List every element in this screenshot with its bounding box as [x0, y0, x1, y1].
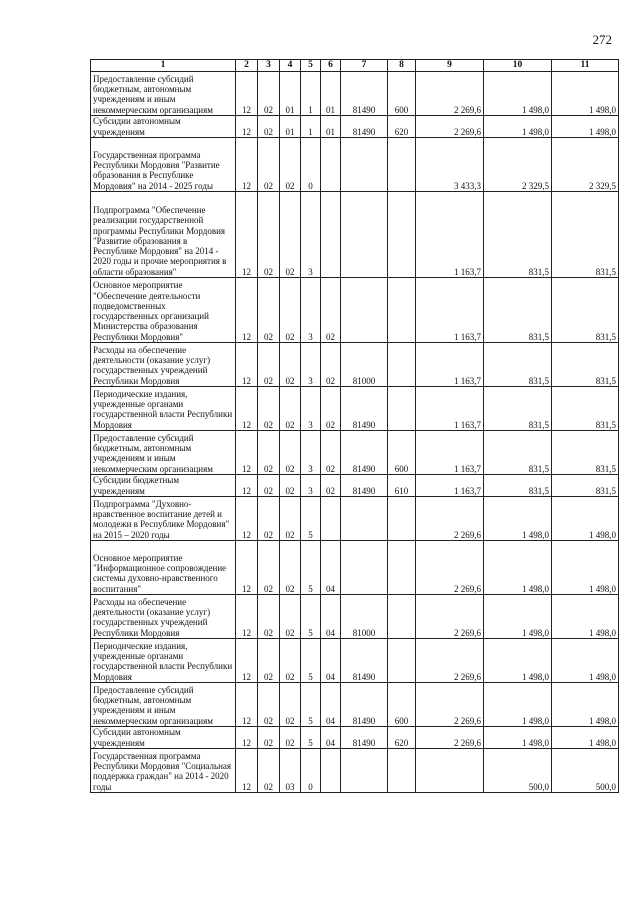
- code-col-3: 02: [258, 749, 280, 793]
- table-row: [91, 138, 619, 192]
- amount-col-9: 2 269,6: [416, 116, 484, 138]
- code-col-3: 02: [258, 595, 280, 639]
- column-header: 9: [416, 60, 484, 72]
- code-col-5: 0: [301, 749, 321, 793]
- table-row: [91, 343, 619, 387]
- code-col-3: 02: [258, 683, 280, 727]
- code-col-6: [321, 497, 341, 541]
- code-col-6: 02: [321, 431, 341, 475]
- code-col-2: 12: [236, 497, 258, 541]
- code-col-8: [388, 343, 416, 387]
- table-row: [91, 683, 619, 727]
- code-col-3: 02: [258, 116, 280, 138]
- code-col-6: 02: [321, 278, 341, 343]
- code-col-6: 04: [321, 541, 341, 595]
- code-col-2: 12: [236, 541, 258, 595]
- code-col-3: 02: [258, 387, 280, 431]
- code-col-6: 02: [321, 387, 341, 431]
- code-col-7: 81490: [341, 387, 388, 431]
- table-row: [91, 541, 619, 595]
- code-col-4: 02: [280, 475, 301, 497]
- table-row: [91, 116, 619, 138]
- amount-col-9: 3 433,3: [416, 138, 484, 192]
- code-col-8: [388, 749, 416, 793]
- code-col-8: [388, 387, 416, 431]
- column-header: 7: [341, 60, 388, 72]
- amount-col-10: 831,5: [484, 431, 552, 475]
- code-col-8: [388, 595, 416, 639]
- code-col-7: [341, 278, 388, 343]
- code-col-4: 02: [280, 727, 301, 749]
- amount-col-9: [416, 749, 484, 793]
- code-col-8: 620: [388, 727, 416, 749]
- code-col-4: 02: [280, 683, 301, 727]
- code-col-3: 02: [258, 541, 280, 595]
- amount-col-9: 2 269,6: [416, 497, 484, 541]
- code-col-5: 3: [301, 387, 321, 431]
- code-col-3: 02: [258, 343, 280, 387]
- amount-col-10: 2 329,5: [484, 138, 552, 192]
- amount-col-11: 1 498,0: [552, 497, 619, 541]
- code-col-7: [341, 138, 388, 192]
- code-col-2: 12: [236, 116, 258, 138]
- code-col-4: 02: [280, 192, 301, 278]
- code-col-3: 02: [258, 431, 280, 475]
- code-col-5: 0: [301, 138, 321, 192]
- code-col-7: 81490: [341, 431, 388, 475]
- code-col-2: 12: [236, 749, 258, 793]
- code-col-8: [388, 278, 416, 343]
- amount-col-9: 2 269,6: [416, 639, 484, 683]
- amount-col-11: 1 498,0: [552, 72, 619, 116]
- code-col-5: 1: [301, 116, 321, 138]
- column-header: 6: [321, 60, 341, 72]
- amount-col-10: 1 498,0: [484, 72, 552, 116]
- code-col-5: 3: [301, 475, 321, 497]
- code-col-6: 01: [321, 72, 341, 116]
- row-name: Предоставление субсидий бюджетным, автономным учреждениям и иным некоммерческим организациям: [91, 683, 236, 727]
- code-col-5: 1: [301, 72, 321, 116]
- amount-col-11: 1 498,0: [552, 541, 619, 595]
- column-header: 2: [236, 60, 258, 72]
- code-col-3: 02: [258, 278, 280, 343]
- column-header: 8: [388, 60, 416, 72]
- row-name: Государственная программа Республики Мордовия "Развитие образования в Республике Мордовия" на 2014 - 2025 годы: [91, 138, 236, 192]
- code-col-5: 3: [301, 431, 321, 475]
- code-col-2: 12: [236, 343, 258, 387]
- page-number: 272: [592, 32, 612, 47]
- code-col-4: 02: [280, 431, 301, 475]
- code-col-2: 12: [236, 639, 258, 683]
- code-col-8: 600: [388, 431, 416, 475]
- column-header: 5: [301, 60, 321, 72]
- code-col-7: 81490: [341, 683, 388, 727]
- code-col-8: [388, 639, 416, 683]
- code-col-7: [341, 192, 388, 278]
- code-col-8: 620: [388, 116, 416, 138]
- amount-col-11: 831,5: [552, 475, 619, 497]
- row-name: Субсидии бюджетным учреждениям: [91, 475, 236, 497]
- code-col-8: 600: [388, 683, 416, 727]
- code-col-2: 12: [236, 387, 258, 431]
- header-row: [91, 60, 619, 72]
- code-col-6: 04: [321, 639, 341, 683]
- code-col-6: [321, 138, 341, 192]
- amount-col-10: 1 498,0: [484, 727, 552, 749]
- amount-col-11: 500,0: [552, 749, 619, 793]
- code-col-5: 3: [301, 343, 321, 387]
- amount-col-9: 1 163,7: [416, 387, 484, 431]
- amount-col-11: 1 498,0: [552, 683, 619, 727]
- code-col-2: 12: [236, 192, 258, 278]
- code-col-5: 5: [301, 683, 321, 727]
- code-col-6: 02: [321, 343, 341, 387]
- amount-col-10: 831,5: [484, 192, 552, 278]
- budget-table: [90, 59, 619, 793]
- amount-col-9: 2 269,6: [416, 683, 484, 727]
- table-row: [91, 727, 619, 749]
- code-col-4: 02: [280, 387, 301, 431]
- code-col-7: [341, 749, 388, 793]
- amount-col-11: 831,5: [552, 278, 619, 343]
- amount-col-9: 2 269,6: [416, 541, 484, 595]
- code-col-4: 03: [280, 749, 301, 793]
- code-col-2: 12: [236, 138, 258, 192]
- row-name: Подпрограмма "Духовно-нравственное воспитание детей и молодежи в Республике Мордовия" на 2015 – 2020 годы: [91, 497, 236, 541]
- code-col-5: 3: [301, 278, 321, 343]
- code-col-6: 02: [321, 475, 341, 497]
- amount-col-9: 1 163,7: [416, 431, 484, 475]
- amount-col-9: 1 163,7: [416, 475, 484, 497]
- amount-col-9: 1 163,7: [416, 343, 484, 387]
- code-col-2: 12: [236, 683, 258, 727]
- code-col-6: [321, 192, 341, 278]
- row-name: Подпрограмма "Обеспечение реализации государственной программы Республики Мордовия "Развитие образования в Республике Мордовия" на 2014 - 2020 годы и прочие мероприятия в области образования": [91, 192, 236, 278]
- amount-col-10: 1 498,0: [484, 683, 552, 727]
- amount-col-10: 831,5: [484, 475, 552, 497]
- code-col-8: [388, 541, 416, 595]
- code-col-7: [341, 541, 388, 595]
- code-col-4: 02: [280, 541, 301, 595]
- amount-col-10: 500,0: [484, 749, 552, 793]
- amount-col-10: 831,5: [484, 278, 552, 343]
- amount-col-9: 2 269,6: [416, 595, 484, 639]
- row-name: Субсидии автономным учреждениям: [91, 727, 236, 749]
- amount-col-10: 1 498,0: [484, 116, 552, 138]
- code-col-8: 610: [388, 475, 416, 497]
- amount-col-10: 831,5: [484, 387, 552, 431]
- code-col-6: 04: [321, 683, 341, 727]
- table-row: [91, 72, 619, 116]
- code-col-5: 5: [301, 639, 321, 683]
- amount-col-9: 2 269,6: [416, 727, 484, 749]
- row-name: Периодические издания, учрежденные органами государственной власти Республики Мордовия: [91, 387, 236, 431]
- table-row: [91, 595, 619, 639]
- table-row: [91, 749, 619, 793]
- code-col-3: 02: [258, 639, 280, 683]
- column-header: 3: [258, 60, 280, 72]
- table-row: [91, 431, 619, 475]
- table-row: [91, 475, 619, 497]
- row-name: Основное мероприятие "Обеспечение деятельности подведомственных государственных организаций Министерства образования Республики Мордовия": [91, 278, 236, 343]
- code-col-2: 12: [236, 278, 258, 343]
- column-header: 4: [280, 60, 301, 72]
- amount-col-11: 831,5: [552, 343, 619, 387]
- table-row: [91, 387, 619, 431]
- table-row: [91, 192, 619, 278]
- code-col-4: 02: [280, 343, 301, 387]
- code-col-3: 02: [258, 72, 280, 116]
- row-name: Государственная программа Республики Мордовия "Социальная поддержка граждан" на 2014 - 2020 годы: [91, 749, 236, 793]
- code-col-4: 02: [280, 595, 301, 639]
- row-name: Предоставление субсидий бюджетным, автономным учреждениям и иным некоммерческим организациям: [91, 431, 236, 475]
- code-col-3: 02: [258, 192, 280, 278]
- column-header: 10: [484, 60, 552, 72]
- code-col-5: 5: [301, 727, 321, 749]
- row-name: Основное мероприятие "Информационное сопровождение системы духовно-нравственного воспитания": [91, 541, 236, 595]
- code-col-6: 04: [321, 595, 341, 639]
- code-col-8: [388, 138, 416, 192]
- code-col-6: 04: [321, 727, 341, 749]
- code-col-2: 12: [236, 72, 258, 116]
- code-col-2: 12: [236, 727, 258, 749]
- amount-col-9: 1 163,7: [416, 278, 484, 343]
- code-col-3: 02: [258, 138, 280, 192]
- amount-col-11: 831,5: [552, 431, 619, 475]
- code-col-7: 81490: [341, 116, 388, 138]
- code-col-3: 02: [258, 475, 280, 497]
- code-col-2: 12: [236, 475, 258, 497]
- amount-col-9: 2 269,6: [416, 72, 484, 116]
- code-col-4: 01: [280, 116, 301, 138]
- code-col-4: 02: [280, 138, 301, 192]
- code-col-2: 12: [236, 431, 258, 475]
- code-col-3: 02: [258, 497, 280, 541]
- amount-col-10: 1 498,0: [484, 639, 552, 683]
- amount-col-11: 831,5: [552, 192, 619, 278]
- code-col-8: 600: [388, 72, 416, 116]
- code-col-2: 12: [236, 595, 258, 639]
- row-name: Расходы на обеспечение деятельности (оказание услуг) государственных учреждений Республики Мордовия: [91, 343, 236, 387]
- table-row: [91, 639, 619, 683]
- code-col-8: [388, 497, 416, 541]
- code-col-6: [321, 749, 341, 793]
- code-col-7: [341, 497, 388, 541]
- row-name: Субсидии автономным учреждениям: [91, 116, 236, 138]
- table-row: [91, 278, 619, 343]
- code-col-5: 3: [301, 192, 321, 278]
- table-row: [91, 497, 619, 541]
- amount-col-10: 1 498,0: [484, 541, 552, 595]
- code-col-7: 81490: [341, 475, 388, 497]
- code-col-3: 02: [258, 727, 280, 749]
- code-col-5: 5: [301, 595, 321, 639]
- row-name: Периодические издания, учрежденные органами государственной власти Республики Мордовия: [91, 639, 236, 683]
- amount-col-11: 2 329,5: [552, 138, 619, 192]
- row-name: Предоставление субсидий бюджетным, автономным учреждениям и иным некоммерческим организациям: [91, 72, 236, 116]
- amount-col-10: 1 498,0: [484, 595, 552, 639]
- amount-col-9: 1 163,7: [416, 192, 484, 278]
- code-col-7: 81490: [341, 727, 388, 749]
- code-col-8: [388, 192, 416, 278]
- code-col-7: 81000: [341, 343, 388, 387]
- code-col-4: 02: [280, 639, 301, 683]
- amount-col-11: 1 498,0: [552, 727, 619, 749]
- amount-col-11: 831,5: [552, 387, 619, 431]
- amount-col-11: 1 498,0: [552, 116, 619, 138]
- code-col-7: 81490: [341, 639, 388, 683]
- amount-col-10: 831,5: [484, 343, 552, 387]
- code-col-5: 5: [301, 541, 321, 595]
- code-col-5: 5: [301, 497, 321, 541]
- code-col-7: 81000: [341, 595, 388, 639]
- code-col-4: 02: [280, 497, 301, 541]
- amount-col-11: 1 498,0: [552, 639, 619, 683]
- code-col-4: 02: [280, 278, 301, 343]
- code-col-7: 81490: [341, 72, 388, 116]
- amount-col-10: 1 498,0: [484, 497, 552, 541]
- amount-col-11: 1 498,0: [552, 595, 619, 639]
- column-header: 1: [91, 60, 236, 72]
- code-col-4: 01: [280, 72, 301, 116]
- code-col-6: 01: [321, 116, 341, 138]
- row-name: Расходы на обеспечение деятельности (оказание услуг) государственных учреждений Республики Мордовия: [91, 595, 236, 639]
- column-header: 11: [552, 60, 619, 72]
